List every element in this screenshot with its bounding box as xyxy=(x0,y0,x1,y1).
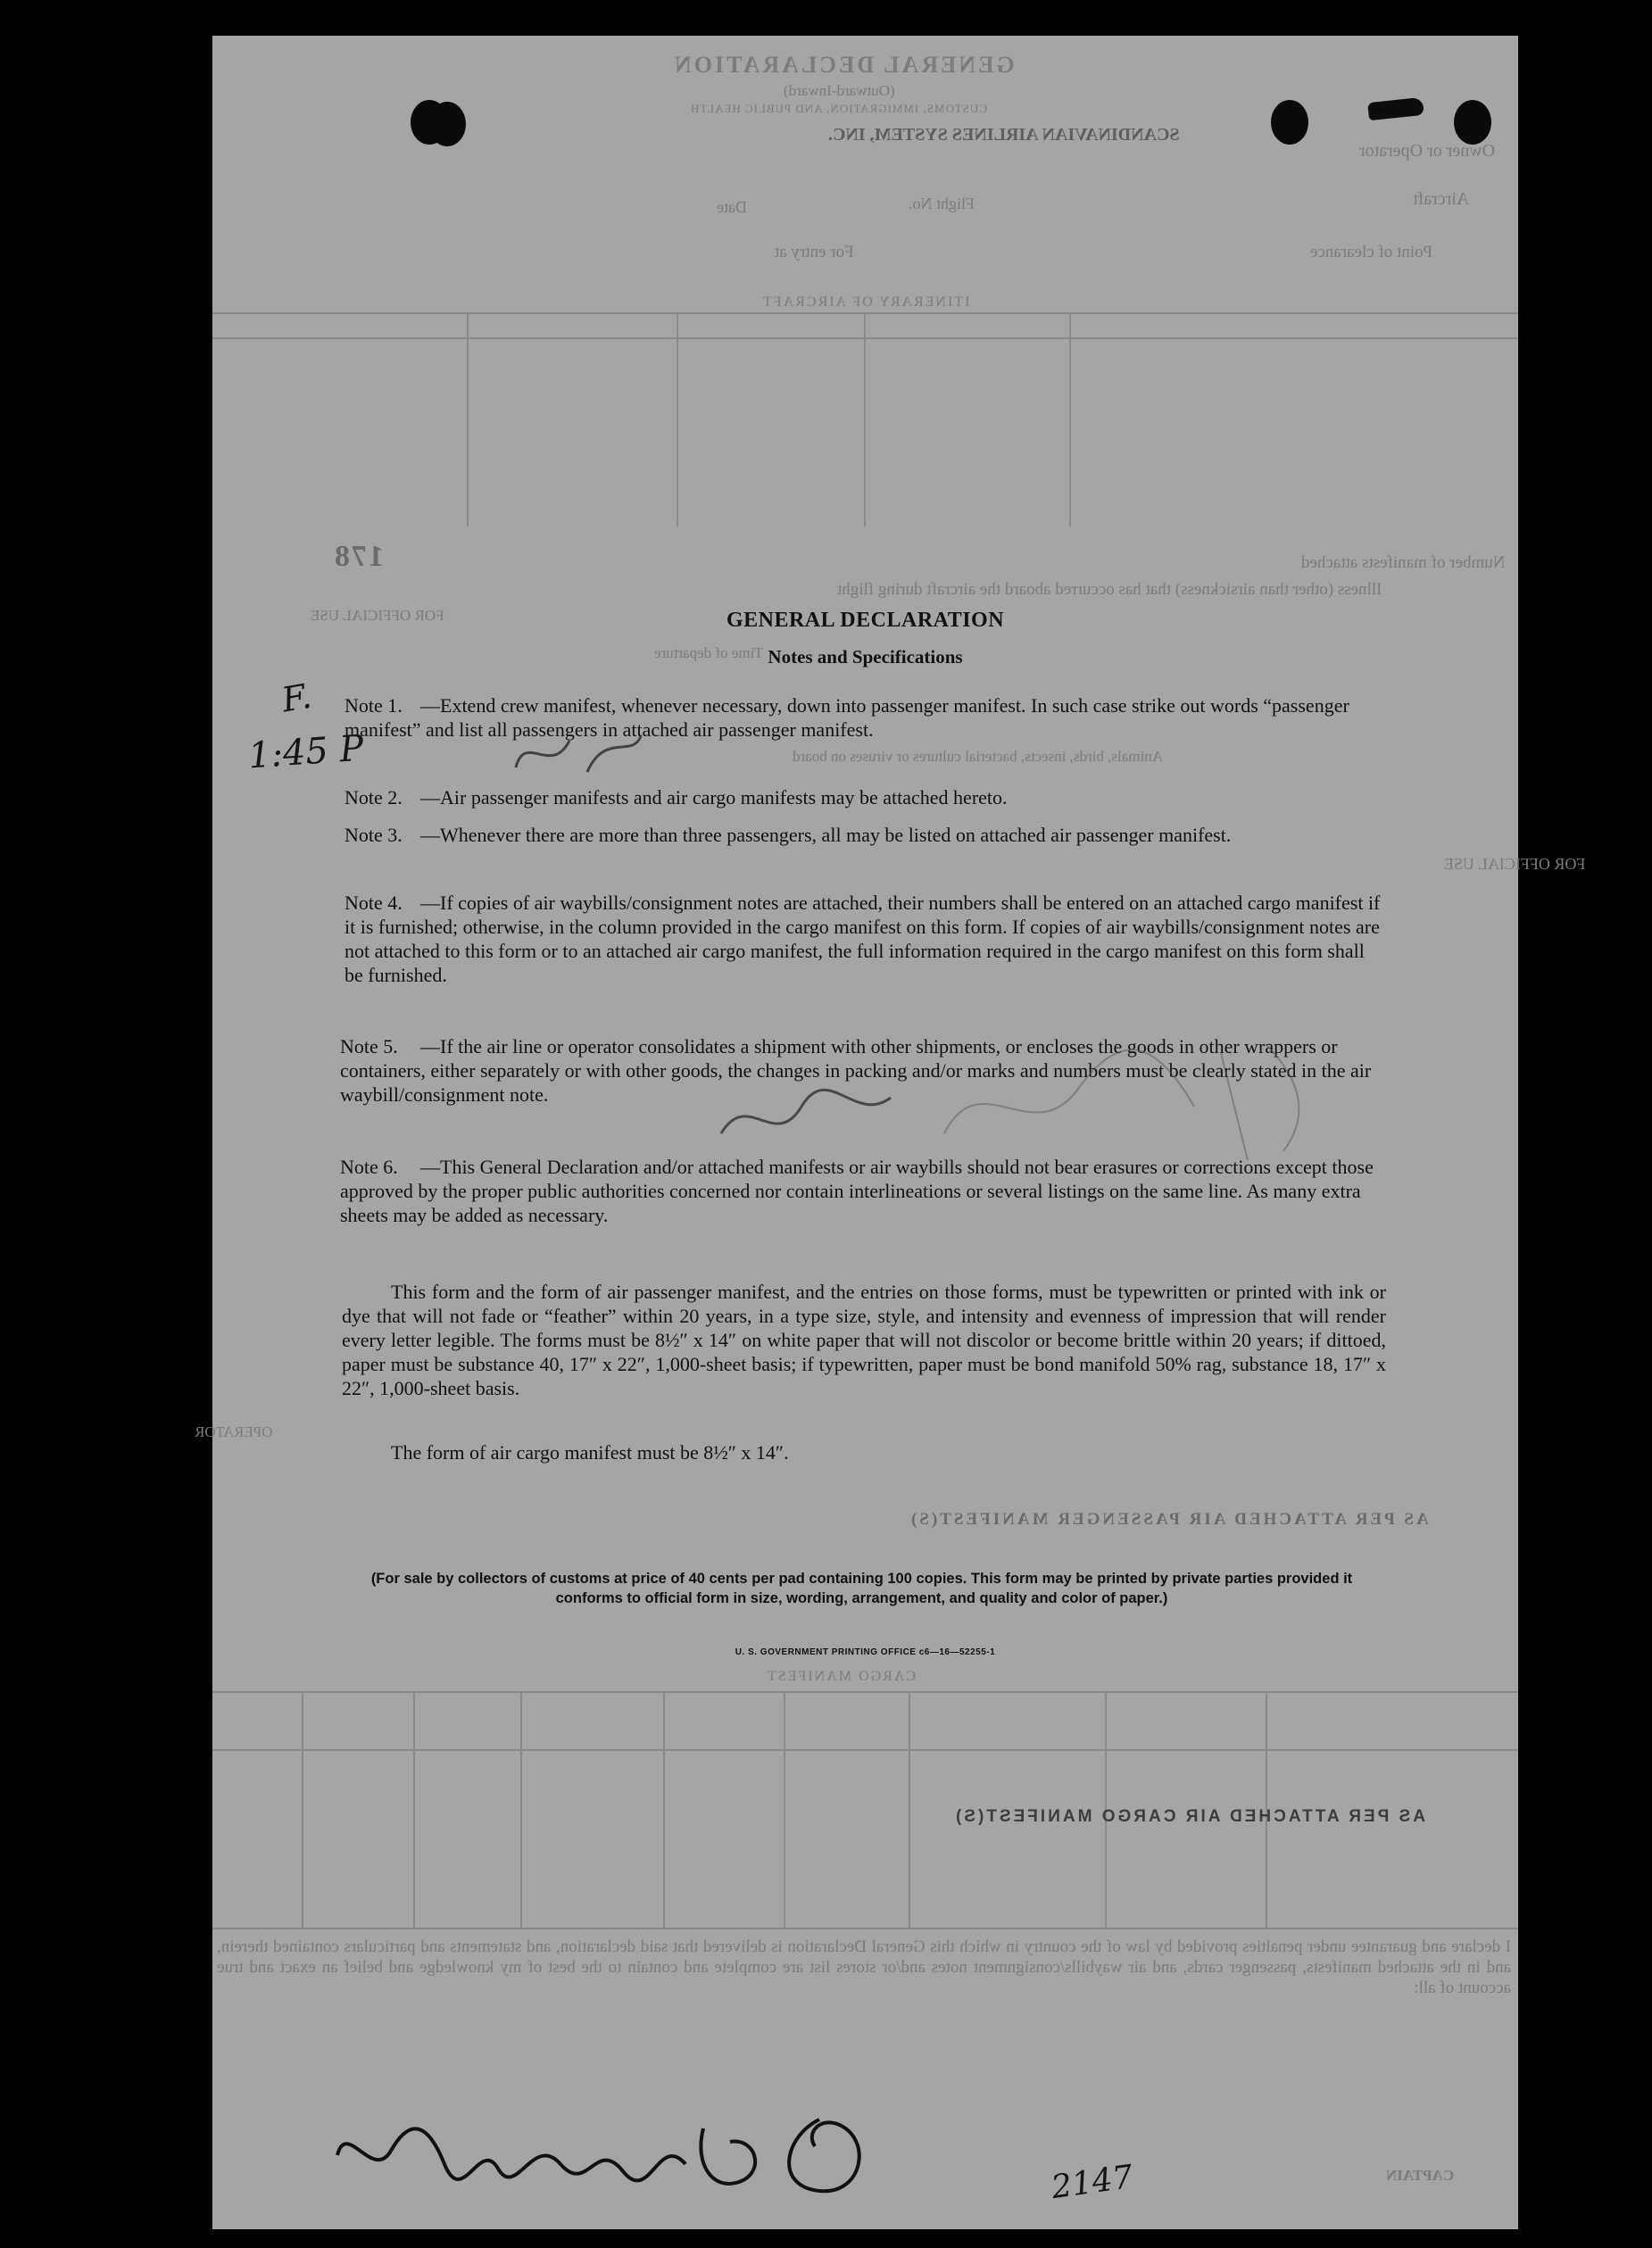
faint-scribble xyxy=(712,1071,909,1160)
ghost-official-label-2: FOR OFFICIAL USE xyxy=(1444,855,1586,873)
form-specification-paragraph: This form and the form of air passenger manifest, and the entries on those forms, must be typewritten or printed with ink or dye that will not fade or “feather” within 20 years, in a type size, style, and intensity and evenness of impression that will render every letter legible. The forms must be 8½″ x 14″ on white paper that will not discolor or become brittle within 20 years; if dittoed, paper must be substance 40, 17″ x 22″, 1,000-sheet basis; if typewritten, paper must be bond manifold 50% rag, substance 18, 17″ x 22″, 1,000-sheet basis. xyxy=(342,1281,1386,1399)
ghost-illness-label: Illness (other than airsickness) that has occurred aboard the aircraft during flight xyxy=(837,580,1382,599)
faint-scribble xyxy=(507,723,650,785)
ghost-manifests-label: Number of manifests attached xyxy=(1301,553,1506,572)
ghost-entry-label: For entry at xyxy=(775,243,854,261)
ghost-agency: CUSTOMS, IMMIGRATION, AND PUBLIC HEALTH xyxy=(690,102,987,115)
ghost-heading-sub: (Outward-Inward) xyxy=(784,82,895,99)
ghost-operator-side: OPERATOR xyxy=(195,1423,273,1440)
ghost-captain-label: CAPTAIN xyxy=(1386,2167,1455,2184)
note-label: Note 4. xyxy=(345,892,403,914)
ghost-rule xyxy=(302,1691,303,1928)
ghost-rule xyxy=(663,1691,665,1928)
ghost-rule xyxy=(467,312,469,527)
punch-hole xyxy=(1271,100,1308,145)
ghost-departure-label: Time of departure xyxy=(654,644,764,661)
note-text: —Extend crew manifest, whenever necessary, down into passenger manifest. In such case strike out words “passenger manifest” and list all passengers in attached air passenger manifest. xyxy=(345,694,1349,741)
signature-number: 2147 xyxy=(1049,2158,1136,2207)
note-text: —Whenever there are more than three passengers, all may be listed on attached air passenger manifest. xyxy=(420,824,1232,846)
ghost-itinerary-label: ITINERARY OF AIRCRAFT xyxy=(761,294,970,310)
ghost-declaration: I declare and guarantee under penalties provided by law of the country in which this General Declaration is delivered that said declaration, and statements and particulars contained therein, and in the attached manifests, passenger cards, and air waybills/consignment notes and/or stores list are complete and contain to the best of my knowledge and belief an exact and true account of all: xyxy=(217,1937,1511,1997)
note-text: —If the air line or operator consolidates a shipment with other shipments, or encloses the goods in other wrappers or containers, either separately or with other goods, the changes in packing and/or marks and numbers must be clearly stated in the air waybill/consignment note. xyxy=(340,1035,1372,1106)
punch-hole xyxy=(1454,100,1491,145)
document-subtitle: Notes and Specifications xyxy=(768,646,963,668)
ghost-clearance-label: Point of clearance xyxy=(1310,243,1433,261)
note-3 xyxy=(345,823,1383,847)
ghost-rule xyxy=(413,1691,415,1928)
ghost-flight-label: Flight No. xyxy=(909,195,975,212)
note-1 xyxy=(345,693,1383,742)
ghost-official-label: FOR OFFICIAL USE xyxy=(311,607,444,624)
ghost-rule xyxy=(212,1749,1518,1751)
ghost-aircraft-label: Aircraft xyxy=(1413,189,1470,209)
margin-handwriting-2: 1:45 P xyxy=(246,727,365,777)
ghost-rule xyxy=(864,312,866,527)
note-label: Note 6. xyxy=(340,1156,398,1178)
note-text: —Air passenger manifests and air cargo manifests may be attached hereto. xyxy=(420,786,1008,809)
printer-imprint: U. S. GOVERNMENT PRINTING OFFICE c6—16—52255-1 xyxy=(735,1647,996,1657)
ghost-cargo-stamp: AS PER ATTACHED AIR CARGO MANIFEST(S) xyxy=(953,1807,1425,1826)
ghost-passenger-stamp: AS PER ATTACHED AIR PASSENGER MANIFEST(S) xyxy=(909,1510,1429,1529)
ghost-number-stamp: 178 xyxy=(333,540,384,573)
ghost-rule xyxy=(909,1691,910,1928)
margin-handwriting-1: F. xyxy=(278,676,315,720)
document-title: GENERAL DECLARATION xyxy=(726,609,1005,632)
ghost-signature xyxy=(320,2102,962,2209)
ghost-heading: GENERAL DECLARATION xyxy=(672,52,1015,78)
cargo-size-line: The form of air cargo manifest must be 8½″ x 14″. xyxy=(391,1441,789,1464)
ink-blot xyxy=(1367,97,1424,120)
note-text: —This General Declaration and/or attached manifests or air waybills should not bear erasures or corrections except those approved by the proper public authorities concerned nor contain interlineations or several listings on the same line. As many extra sheets may be added as necessary. xyxy=(340,1156,1374,1226)
ghost-rule xyxy=(677,312,678,527)
ghost-animals-label: Animals, birds, insects, bacterial cultures or viruses on board xyxy=(793,748,1163,765)
note-label: Note 5. xyxy=(340,1035,398,1058)
ghost-rule xyxy=(212,1928,1518,1929)
note-2 xyxy=(345,785,1383,809)
ghost-rule xyxy=(784,1691,785,1928)
ghost-cargo-heading: CARGO MANIFEST xyxy=(766,1669,917,1684)
note-4 xyxy=(345,891,1383,987)
note-label: Note 2. xyxy=(345,786,403,809)
ghost-rule xyxy=(520,1691,522,1928)
ghost-date-label: Date xyxy=(717,198,747,216)
ghost-rule xyxy=(1069,312,1071,527)
ghost-rule xyxy=(212,1691,1518,1693)
ghost-operator-label: Owner or Operator xyxy=(1359,141,1496,161)
document-page xyxy=(195,36,1586,2229)
sale-note: (For sale by collectors of customs at price of 40 cents per pad containing 100 copies. This form may be printed by private parties provided it conforms to official form in size, wording, arrangement, and quality and color of paper.) xyxy=(370,1571,1353,1606)
punch-hole xyxy=(428,102,466,146)
note-label: Note 1. xyxy=(345,694,403,717)
ghost-operator-value: SCANDINAVIAN AIRLINES SYSTEM, INC. xyxy=(828,125,1180,145)
note-text: —If copies of air waybills/consignment notes are attached, their numbers shall be entered on an attached cargo manifest if it is furnished; otherwise, in the column provided in the cargo manifest on this form. If copies of air waybills/consignment notes are not attached to this form or to an attached air cargo manifest, the full information required in the cargo manifest on this form shall be furnished. xyxy=(345,892,1381,986)
faint-scribble xyxy=(926,1026,1355,1169)
note-label: Note 3. xyxy=(345,824,403,846)
